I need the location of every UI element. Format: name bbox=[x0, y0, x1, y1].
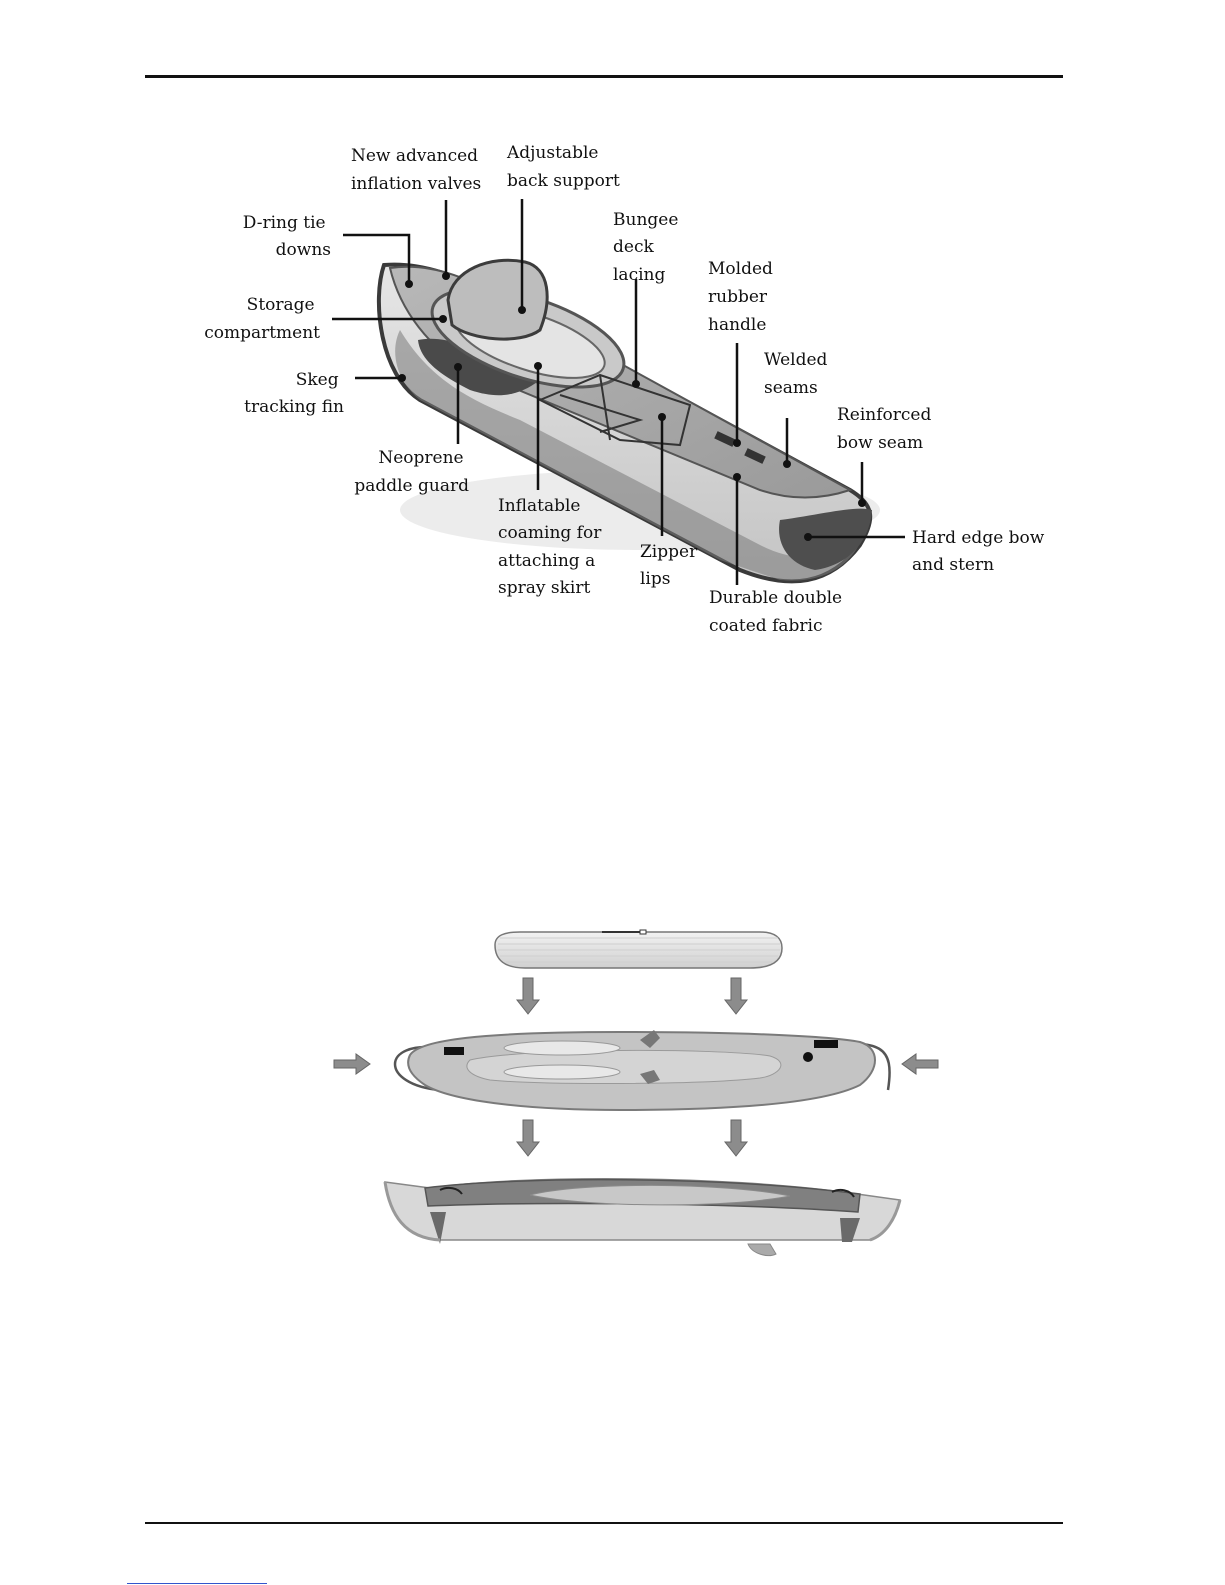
floor-pad bbox=[495, 930, 782, 968]
label-coaming: Inflatable coaming for attaching a spray skirt bbox=[498, 496, 602, 598]
label-bow-seam: Reinforced bow seam bbox=[837, 405, 932, 453]
label-bungee: Bungee deck lacing bbox=[613, 210, 679, 285]
label-storage: Storage compartment bbox=[204, 295, 320, 343]
assembly-diagram bbox=[334, 930, 938, 1256]
hull-skin bbox=[385, 1179, 900, 1256]
label-back-support: Adjustable back support bbox=[507, 143, 620, 191]
label-inflation-valves: New advanced inflation valves bbox=[351, 146, 482, 194]
label-handle: Molded rubber handle bbox=[708, 259, 773, 335]
label-welded-seams: Welded seams bbox=[764, 350, 828, 398]
inflatable-bladder bbox=[395, 1030, 890, 1110]
label-paddle-guard: Neoprene paddle guard bbox=[354, 448, 469, 496]
label-hard-edge: Hard edge bow and stern bbox=[912, 528, 1045, 575]
label-zipper: Zipper lips bbox=[640, 542, 698, 589]
label-skeg: Skeg tracking fin bbox=[244, 370, 344, 417]
kayak-photo bbox=[379, 260, 880, 581]
label-fabric: Durable double coated fabric bbox=[709, 588, 843, 636]
label-d-ring: D-ring tie downs bbox=[242, 213, 331, 260]
